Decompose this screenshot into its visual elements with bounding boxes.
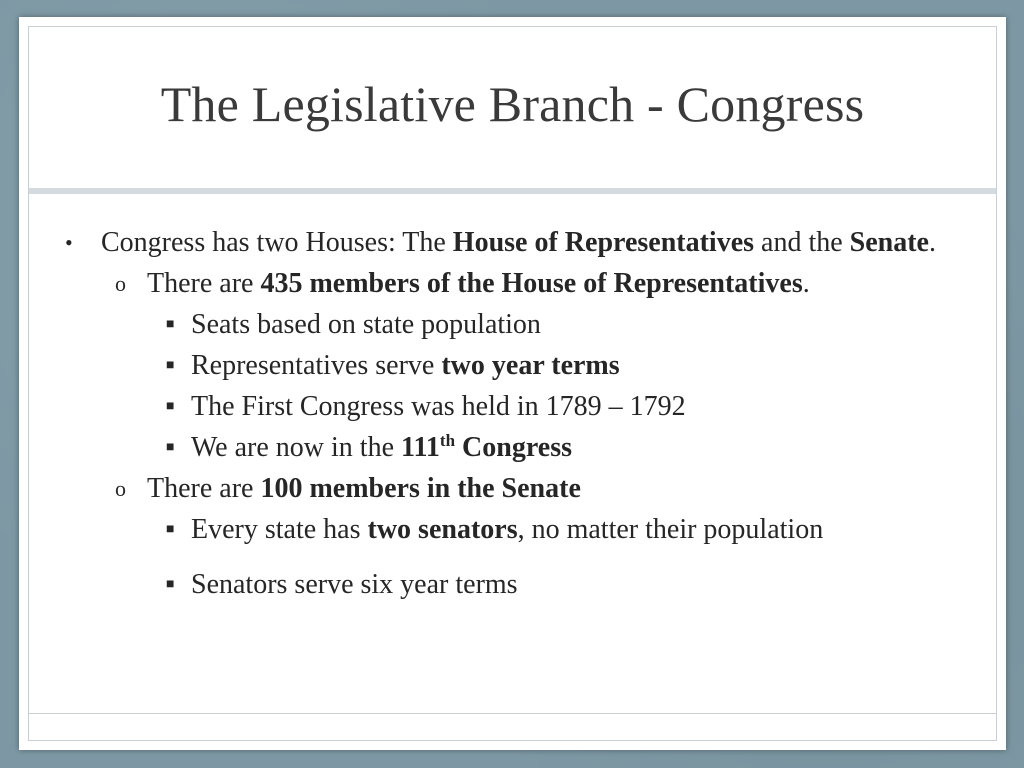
bullet-bold-text: two year terms bbox=[441, 350, 620, 381]
bullet-dot-icon: • bbox=[65, 230, 73, 255]
bullet-rep-terms bbox=[61, 345, 966, 386]
bullet-square-icon: ■ bbox=[166, 577, 175, 592]
footer-divider bbox=[29, 713, 996, 714]
slide-title: The Legislative Branch - Congress bbox=[160, 76, 865, 132]
bullet-current-congress bbox=[61, 427, 966, 468]
slide-frame bbox=[28, 26, 997, 741]
bullet-text: The First Congress was held in 1789 – 1792 bbox=[191, 391, 686, 422]
bullet-house-members bbox=[61, 263, 966, 304]
bullet-square-icon: ■ bbox=[166, 522, 175, 537]
bullet-bold-text: Congress bbox=[455, 432, 572, 463]
title-area bbox=[29, 27, 996, 181]
bullet-list bbox=[61, 222, 966, 605]
bullet-congress-houses bbox=[61, 222, 966, 263]
bullet-bold-text: House of Representatives bbox=[452, 227, 755, 258]
bullet-bold-text: 435 members of the House of Representatives bbox=[260, 268, 803, 299]
bullet-text: . bbox=[802, 268, 810, 299]
bullet-text: Senators serve six year terms bbox=[191, 569, 518, 600]
bullet-text: and the bbox=[754, 227, 850, 258]
bullet-text: There are bbox=[147, 473, 261, 504]
bullet-bold-text: two senators bbox=[367, 514, 518, 545]
bullet-text: Representatives serve bbox=[191, 350, 442, 381]
bullet-text: Every state has bbox=[191, 514, 368, 545]
bullet-square-icon: ■ bbox=[166, 440, 175, 455]
bullet-circle-icon: o bbox=[115, 271, 126, 296]
bullet-text: . bbox=[928, 227, 936, 258]
bullet-bold-text: Senate bbox=[849, 227, 929, 258]
ordinal-suffix: th bbox=[439, 431, 456, 450]
bullet-text: We are now in the bbox=[191, 432, 401, 463]
bullet-bold-text: 100 members in the Senate bbox=[260, 473, 581, 504]
bullet-circle-icon: o bbox=[115, 476, 126, 501]
congress-number: 111 bbox=[401, 432, 440, 463]
title-divider bbox=[29, 188, 996, 194]
bullet-text: Congress has two Houses: The bbox=[101, 227, 453, 258]
bullet-two-senators bbox=[61, 509, 966, 550]
bullet-first-congress bbox=[61, 386, 966, 427]
bullet-senate-members bbox=[61, 468, 966, 509]
bullet-text: There are bbox=[147, 268, 261, 299]
bullet-square-icon: ■ bbox=[166, 317, 175, 332]
slide bbox=[19, 17, 1006, 750]
bullet-text: Seats based on state population bbox=[191, 309, 541, 340]
bullet-text: , no matter their population bbox=[517, 514, 824, 545]
bullet-square-icon: ■ bbox=[166, 399, 175, 414]
bullet-square-icon: ■ bbox=[166, 358, 175, 373]
bullet-seats bbox=[61, 304, 966, 345]
bullet-senator-terms bbox=[61, 564, 966, 605]
